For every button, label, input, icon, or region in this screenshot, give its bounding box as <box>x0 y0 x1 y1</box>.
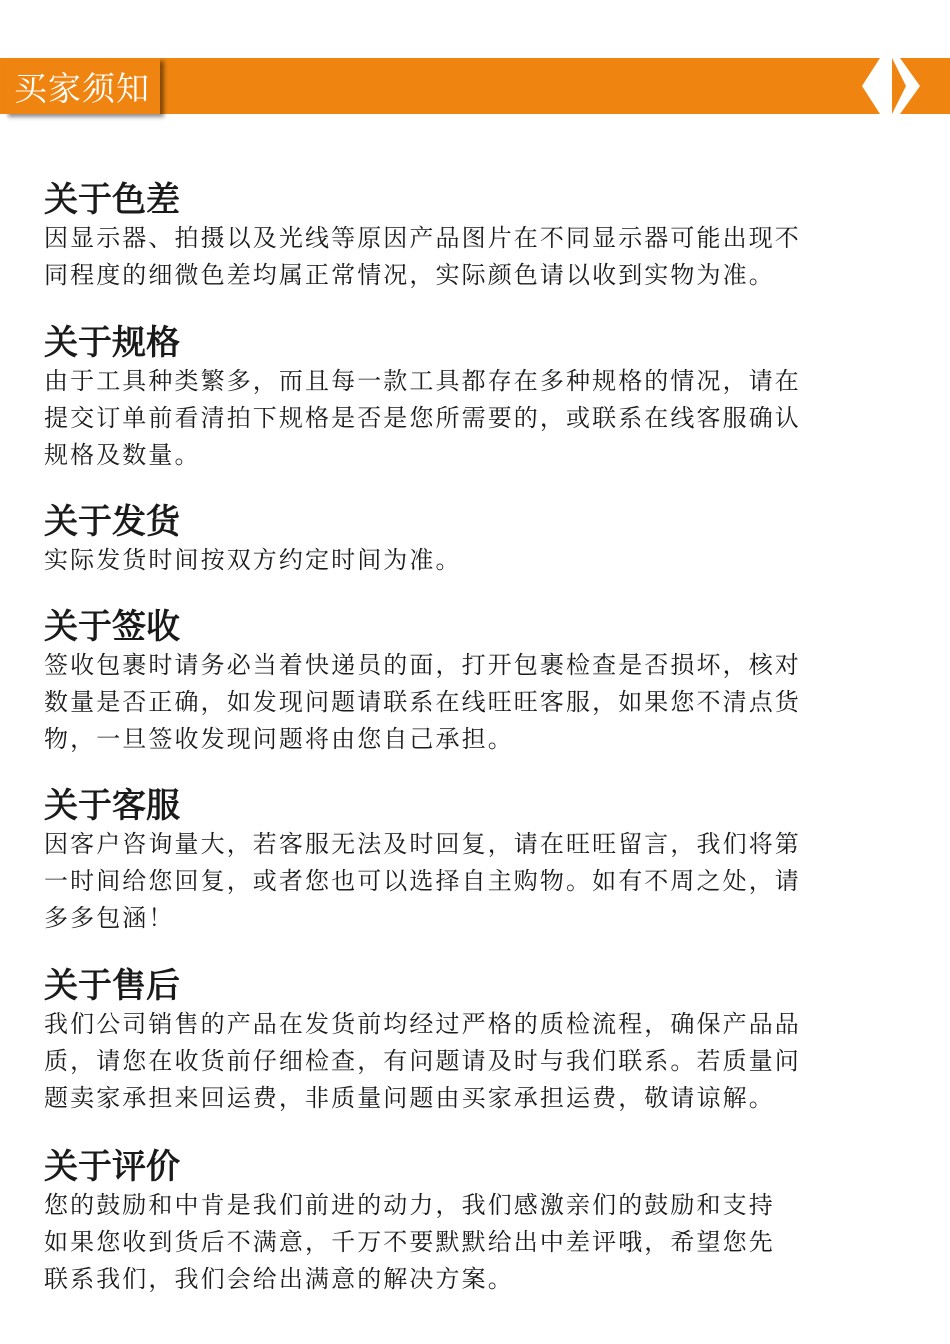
section-body <box>44 647 924 758</box>
body-line: 因显示器、拍摄以及光线等原因产品图片在不同显示器可能出现不 <box>44 224 801 252</box>
section-color-difference <box>44 180 924 294</box>
body-line: 质，请您在收货前仔细检查，有问题请及时与我们联系。若质量问 <box>44 1047 801 1075</box>
section-heading: 关于评价 <box>44 1147 180 1187</box>
section-body <box>44 1006 924 1117</box>
chevron-left-icon <box>852 58 892 114</box>
body-line: 因客户咨询量大，若客服无法及时回复，请在旺旺留言，我们将第 <box>44 830 801 858</box>
section-body <box>44 542 924 579</box>
body-line: 数量是否正确，如发现问题请联系在线旺旺客服，如果您不清点货 <box>44 688 801 716</box>
section-heading: 关于发货 <box>44 502 180 542</box>
section-body <box>44 363 924 474</box>
chevron-right-icon <box>892 58 922 114</box>
section-heading: 关于签收 <box>44 607 180 647</box>
section-heading: 关于售后 <box>44 966 180 1006</box>
section-heading: 关于客服 <box>44 786 180 826</box>
section-shipping <box>44 502 924 579</box>
body-line: 实际发货时间按双方约定时间为准。 <box>44 546 462 574</box>
header-banner <box>0 58 950 114</box>
body-line: 联系我们，我们会给出满意的解决方案。 <box>44 1265 514 1293</box>
section-heading: 关于色差 <box>44 180 180 220</box>
body-line: 题卖家承担来回运费，非质量问题由买家承担运费，敬请谅解。 <box>44 1084 775 1112</box>
section-reviews <box>44 1147 924 1298</box>
body-line: 由于工具种类繁多，而且每一款工具都存在多种规格的情况，请在 <box>44 367 801 395</box>
body-line: 规格及数量。 <box>44 441 201 469</box>
section-body <box>44 1187 924 1298</box>
section-customer-service <box>44 786 924 937</box>
section-body <box>44 826 924 937</box>
body-line: 同程度的细微色差均属正常情况，实际颜色请以收到实物为准。 <box>44 261 775 289</box>
page-title: 买家须知 <box>14 68 150 108</box>
body-line: 一时间给您回复，或者您也可以选择自主购物。如有不周之处，请 <box>44 867 801 895</box>
body-line: 签收包裹时请务必当着快递员的面，打开包裹检查是否损坏，核对 <box>44 651 801 679</box>
body-line: 提交订单前看清拍下规格是否是您所需要的，或联系在线客服确认 <box>44 404 801 432</box>
body-line: 物，一旦签收发现问题将由您自己承担。 <box>44 725 514 753</box>
body-line: 我们公司销售的产品在发货前均经过严格的质检流程，确保产品品 <box>44 1010 801 1038</box>
section-receipt <box>44 607 924 758</box>
body-line: 如果您收到货后不满意，千万不要默默给出中差评哦，希望您先 <box>44 1228 775 1256</box>
section-heading: 关于规格 <box>44 323 180 363</box>
section-specifications <box>44 323 924 474</box>
section-body <box>44 220 924 294</box>
banner-title-box <box>4 58 160 114</box>
body-line: 您的鼓励和中肯是我们前进的动力，我们感激亲们的鼓励和支持 <box>44 1191 775 1219</box>
body-line: 多多包涵！ <box>44 904 175 932</box>
section-after-sales <box>44 966 924 1117</box>
